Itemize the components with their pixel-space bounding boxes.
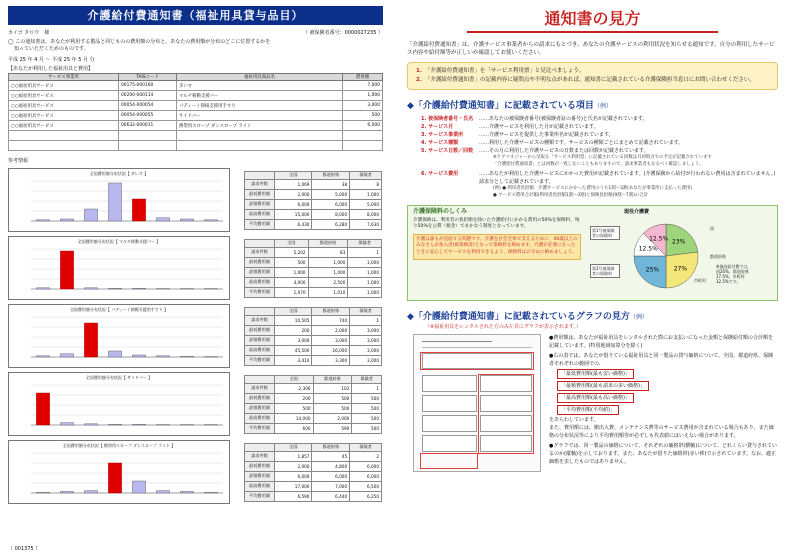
- stats-row: [245, 287, 382, 297]
- stats-value: 500: [352, 403, 382, 413]
- stats-value: 7,000: [312, 481, 350, 491]
- stats-header: [245, 239, 275, 247]
- bar: [108, 424, 121, 425]
- stats-row: [245, 179, 382, 189]
- stats-row: [245, 199, 382, 209]
- table-cell: 携帯用スロープ ダンスロープ ライト: [177, 121, 343, 131]
- col-office: サービス事業所: [9, 74, 119, 81]
- stats-value: 6,440: [312, 491, 350, 501]
- stats-value: 3,300: [312, 355, 350, 365]
- stats-value: 500: [313, 403, 352, 413]
- stats-value: 3,000: [350, 325, 382, 335]
- stats-row: [245, 257, 382, 267]
- bar: [156, 218, 169, 221]
- stats-value: 1,000: [348, 267, 382, 277]
- stats-value: 8: [350, 179, 382, 189]
- stats-row: [245, 345, 382, 355]
- stats-value: 6,250: [350, 491, 382, 501]
- table-row-empty: [9, 131, 383, 141]
- pie-slice-label: 12.5%: [649, 235, 669, 243]
- bar-your-price: [36, 393, 49, 425]
- stats-table: [244, 239, 382, 298]
- reference-panel: [8, 440, 383, 504]
- graph-section-title: ◆「介護給付費通知書」に記載されているグラフの見方（例）: [407, 312, 648, 322]
- stats-value: 1: [352, 383, 382, 393]
- table-cell: ○○福祉用具サービス: [9, 91, 119, 101]
- table-cell: 7,000: [343, 81, 383, 91]
- stats-value: 2,500: [308, 277, 348, 287]
- stats-label: 最頻費用額: [245, 471, 275, 481]
- stats-value: 6,280: [312, 219, 350, 229]
- distribution-chart: [8, 372, 230, 436]
- stats-value: 14,000: [275, 413, 314, 423]
- stats-header: 全国: [275, 443, 312, 451]
- bar-your-price: [108, 463, 121, 493]
- stats-value: 1,000: [348, 287, 382, 297]
- stats-value: 4,800: [312, 461, 350, 471]
- table-cell: 歩いす: [177, 81, 343, 91]
- table-row: [9, 91, 383, 101]
- stats-label: 請求件数: [245, 315, 275, 325]
- label-no2: 第2号被保険者の保険料: [590, 264, 620, 278]
- stats-label: 請求件数: [245, 383, 275, 393]
- stats-header: 全国: [275, 239, 309, 247]
- stats-value: 500: [352, 393, 382, 403]
- stats-header: [245, 171, 275, 179]
- table-cell: マルチ移動支援バー: [177, 91, 343, 101]
- reference-panel: [8, 236, 383, 300]
- stats-value: 1,069: [275, 179, 312, 189]
- stats-header: 都道府県: [312, 171, 350, 179]
- stats-label: 最頻費用額: [245, 267, 275, 277]
- table-cell: パディー / 抑揚支援用手すり: [177, 101, 343, 111]
- bar: [60, 219, 73, 221]
- stats-header: 保険者: [348, 239, 382, 247]
- stats-label: 平均費用額: [245, 219, 275, 229]
- table-row: [9, 101, 383, 111]
- bar: [132, 424, 145, 425]
- stats-value: 10,505: [275, 315, 312, 325]
- stats-label: 平均費用額: [245, 355, 275, 365]
- pie-slice-label: 12.5%: [638, 245, 658, 253]
- bar-your-price: [132, 199, 145, 221]
- table-cell: 500: [343, 111, 383, 121]
- stats-value: 8,000: [312, 209, 350, 219]
- stats-header: 都道府県: [312, 443, 350, 451]
- stats-row: [245, 481, 382, 491]
- stats-value: 6,000: [350, 461, 382, 471]
- distribution-chart: [8, 168, 230, 232]
- stats-row: [245, 471, 382, 481]
- stats-value: 6,000: [312, 199, 350, 209]
- stats-value: 6,000: [275, 199, 312, 209]
- bar: [36, 288, 49, 289]
- premium-pie-chart: [626, 216, 706, 296]
- stats-value: 1,857: [275, 451, 312, 461]
- table-cell: 00632-000011: [119, 121, 177, 131]
- stats-header: 都道府県: [313, 375, 352, 383]
- stats-header: 保険者: [350, 443, 382, 451]
- stats-value: 45,500: [275, 345, 312, 355]
- guide-title: 通知書の見方: [467, 6, 718, 33]
- stats-value: 2: [350, 451, 382, 461]
- stats-label: 最高費用額: [245, 277, 275, 287]
- table-cell: 3,000: [343, 101, 383, 111]
- service-period: 平成 25 年 4 月 ～ 平成 25 年 5 月 分: [8, 57, 95, 63]
- stats-value: 1,010: [308, 287, 348, 297]
- bar: [180, 219, 193, 221]
- section-label: 【あなたが利用した福祉用具と費用】: [8, 66, 94, 72]
- stats-value: 500: [352, 413, 382, 423]
- stats-value: 3,000: [275, 335, 312, 345]
- pie-slice-label: 23%: [672, 238, 686, 246]
- table-cell: 6,000: [343, 121, 383, 131]
- col-product: 福祉用具商品名: [177, 74, 343, 81]
- bar: [108, 183, 121, 221]
- bar: [36, 492, 49, 493]
- stats-value: 600: [275, 423, 314, 433]
- bar: [180, 491, 193, 493]
- stats-value: 6,000: [350, 471, 382, 481]
- stats-row: [245, 451, 382, 461]
- items-list: 1. 被保険者番号・氏名 ……あなたの被保険者番号(被保険者証の番号)と氏名が記載されています。 2. サービス月 ……介護サービスを利用した月が記載されています。 3. サービス事業所 ……介護サービスを提供した事業所名が記載されています。 4. サービス種類 ……利用した介護サービスの種類です。サービスの種類ごとにまとめて記載されています。 5. サービス日数／回数 ……その月に利用した介護サービスの日数または回数が記載されています。 ※ケアマネジャーから受取る「サービス利用票」に記載されている回数は月初時点での予定が記載されています 「介護給付費通知書」とは回数が一致しないこともありますので、請求事業者もなるべく確認しましょう。 6. サービス費用 ……あなたが利用した介護サービスにかかった費用が記載されています。(介護保険から給付が行われない費用は含まれていません。)請求分として記載されています。 (例) ● 利用者負担額：介護サービスにかかった費用のうち1割〜3割(あなたが事業所に支払った費用) ● サービス費用合計額(利用者負担額1割〜3割)と保険負担額(9割〜7割)の合計: [421, 116, 776, 198]
- stats-value: 500: [275, 257, 309, 267]
- stats-value: 102: [313, 383, 352, 393]
- stats-label: 最頻費用額: [245, 199, 275, 209]
- bar: [84, 209, 97, 221]
- stats-value: 2,306: [275, 383, 314, 393]
- stats-label: 請求件数: [245, 247, 275, 257]
- stats-header: [245, 443, 275, 451]
- check-notes: 1. 「介護給付費通知書」を「サービス利用票」と見比べましょう。 2. 「介護給付費通知書」の記載内容に疑問点や不明な点があれば、通知書に記載されている介護保険担当窓口にお問い合わせください。: [407, 62, 778, 90]
- stats-header: 都道府県: [312, 307, 350, 315]
- bar: [132, 481, 145, 493]
- premium-callout: 介護は誰もが直面する問題です。介護を社会全体で支えるために、40歳以上のみなさんが加入者(被保険者)となって保険料を納めます。介護が必要になったときに安心してサービスを利用できるよう、保険料はお早めに納めましょう。: [413, 234, 581, 260]
- stats-value: 5,000: [312, 189, 350, 199]
- stats-label: 平均費用額: [245, 287, 275, 297]
- premium-box: [407, 205, 778, 301]
- label-municipal: 市町村: [694, 278, 706, 283]
- stats-header: 保険者: [350, 171, 382, 179]
- stats-header: 全国: [275, 171, 312, 179]
- premium-text: 介護保険は、利用者の負担額を除いた介護給付にかかる費用の50%を保険料、残り50%を公費（税金）でまかなう制度となっています。: [413, 217, 580, 230]
- pie-slice-label: 27%: [673, 265, 688, 273]
- chart-title: 全国費用額分布状況【 マルチ移動支援バー 】: [77, 239, 161, 244]
- stats-row: [245, 315, 382, 325]
- stats-value: 200: [275, 325, 312, 335]
- stats-value: 1,000: [348, 257, 382, 267]
- label-no1: 第1号被保険者の保険料: [590, 226, 620, 240]
- stats-value: 6,000: [312, 471, 350, 481]
- stats-value: 2,000: [312, 325, 350, 335]
- bar: [84, 424, 97, 425]
- reference-title: 参考情報: [8, 158, 29, 164]
- stats-label: 最低費用額: [245, 325, 275, 335]
- stats-value: 5,202: [275, 247, 309, 257]
- stats-label: 最低費用額: [245, 461, 275, 471]
- sample-notice-thumbnail: [413, 334, 541, 472]
- bar: [84, 491, 97, 493]
- bar: [132, 288, 145, 289]
- distribution-chart: [8, 440, 230, 504]
- stats-value: 200: [275, 393, 314, 403]
- stats-value: 1,000: [275, 267, 309, 277]
- stats-table: [244, 443, 382, 502]
- stats-value: 740: [312, 315, 350, 325]
- bar: [60, 491, 73, 493]
- stats-row: [245, 335, 382, 345]
- stats-value: 45: [312, 451, 350, 461]
- bar: [36, 220, 49, 221]
- stats-row: [245, 355, 382, 365]
- stats-row: [245, 403, 382, 413]
- bar: [204, 220, 217, 221]
- col-tais: TAISコード: [119, 74, 177, 81]
- stats-row: [245, 461, 382, 471]
- premium-pie-area: [586, 206, 777, 300]
- table-cell: サイドバー: [177, 111, 343, 121]
- recipient-name: カイゴ タロウ 様: [8, 30, 50, 36]
- stats-row: [245, 209, 382, 219]
- stats-value: 17,000: [275, 481, 312, 491]
- stats-value: 5,000: [350, 199, 382, 209]
- reference-panel: [8, 168, 383, 232]
- pie-title: 現役介護費: [624, 209, 650, 215]
- stats-label: 最高費用額: [245, 481, 275, 491]
- graph-note: （※福祉用具をレンタルされた方のみ左頁にグラフが表示されます。）: [425, 324, 581, 330]
- table-cell: 00200-000114: [119, 91, 177, 101]
- col-cost: 費用額: [343, 74, 383, 81]
- stats-label: 最高費用額: [245, 345, 275, 355]
- graph-explanation-text: ●費用額は、あなたが福祉用具をレンタルされた際にお支払いになった金額と保険給付額の合計額を記載しています。(特別地域加算分を除く) ●右の表では、あなたが借りている福祉用具と同一製品の貸与価格について、全国、都道府県、保険者それぞれの範囲での、 「最低費用額(最も安い価格)」 「最頻費用額(最も請求の多い価格)」 「最高費用額(最も高い価格)」 「平均費用額(平均値)」 をあらわしています。 また、費用額には、搬出入費、メンテナンス費等のサービス費用が含まれている場合もあり、また価格の分布状況等により平均費用額等が必ずしも代表値にはいえない場合があります。 ●グラフでは、同一製品の価格について、それぞれの価格帯(横軸)について、どれくらい貸与されているのか(縦軸)を示しております。また、あなたが借りた価格帯(赤い棒)で示されています。なお、適正価格を表したものではありません。: [549, 335, 778, 465]
- stats-row: [245, 393, 382, 403]
- stats-table: [244, 375, 382, 434]
- table-cell: ○○福祉用具サービス: [9, 121, 119, 131]
- stats-table: [244, 307, 382, 366]
- notice-title: 介護給付費通知書（福祉用具貸与品目）: [8, 6, 383, 25]
- stats-label: 最頻費用額: [245, 403, 275, 413]
- recipient-row: [8, 29, 383, 36]
- table-cell: 00054-000054: [119, 101, 177, 111]
- pie-note: ※施設給付費では、国20%、都道府県17.5%、市町村12.5%です。: [716, 264, 752, 284]
- label-prefecture: 都道府県: [710, 254, 726, 259]
- stats-label: 平均費用額: [245, 491, 275, 501]
- stats-value: 6,500: [350, 481, 382, 491]
- bar: [180, 356, 193, 357]
- bar: [60, 354, 73, 357]
- notice-message: ◯ この通知書は、あなたが利用する製品と同じものの費用額の分布と、あなたの費用額が分布のどこに位置するかを 知っていただくためのものです。: [8, 39, 271, 52]
- stats-value: 2,000: [275, 189, 312, 199]
- table-cell: ○○福祉用具サービス: [9, 101, 119, 111]
- stats-header: 保険者: [350, 307, 382, 315]
- stats-label: 請求件数: [245, 179, 275, 189]
- bar: [156, 491, 169, 493]
- stats-value: 15,000: [275, 209, 312, 219]
- reference-panel: [8, 372, 383, 436]
- table-cell: ○○福祉用具サービス: [9, 111, 119, 121]
- table-row-empty: [9, 141, 383, 151]
- stats-value: 83: [308, 247, 348, 257]
- bar: [84, 288, 97, 289]
- stats-header: 保険者: [352, 375, 382, 383]
- label-national: 国: [710, 226, 714, 231]
- stats-value: 4,000: [275, 277, 309, 287]
- pie-slice-label: 25%: [645, 266, 660, 274]
- stats-value: 500: [313, 393, 352, 403]
- graph-explanation: [407, 334, 778, 472]
- chart-title: 全国費用額分布状況【 歩いす 】: [89, 171, 149, 176]
- stats-value: 1,000: [308, 257, 348, 267]
- stats-value: 38: [312, 179, 350, 189]
- stats-label: 最低費用額: [245, 257, 275, 267]
- stats-row: [245, 491, 382, 501]
- stats-value: 3,000: [350, 345, 382, 355]
- guide-page: [393, 0, 786, 554]
- table-row: [9, 81, 383, 91]
- bar: [108, 351, 121, 357]
- stats-value: 7,630: [350, 219, 382, 229]
- stats-value: 3,000: [312, 335, 350, 345]
- stats-label: 最低費用額: [245, 189, 275, 199]
- stats-label: 請求件数: [245, 451, 275, 461]
- reference-panel: [8, 304, 383, 368]
- stats-value: 3,000: [350, 335, 382, 345]
- stats-value: 3,410: [275, 355, 312, 365]
- bar: [156, 356, 169, 357]
- stats-row: [245, 413, 382, 423]
- distribution-chart: [8, 304, 230, 368]
- bar: [204, 492, 217, 493]
- stats-row: [245, 189, 382, 199]
- equipment-table: [8, 73, 383, 151]
- table-row: [9, 111, 383, 121]
- stats-value: 1,000: [350, 189, 382, 199]
- stats-value: 6,430: [275, 219, 312, 229]
- items-section-title: ◆「介護給付費通知書」に記載されている項目（例）: [407, 101, 612, 111]
- stats-value: 1,070: [275, 287, 309, 297]
- stats-header: 全国: [275, 375, 314, 383]
- stats-value: 3,000: [350, 355, 382, 365]
- bar-your-price: [60, 251, 73, 289]
- stats-header: [245, 375, 275, 383]
- bar-your-price: [84, 323, 97, 357]
- bar: [132, 355, 145, 357]
- chart-title: 全国費用額分布状況【 携帯用スロープ ダンスロープ ライト 】: [62, 443, 176, 448]
- table-cell: 00175-000160: [119, 81, 177, 91]
- stats-row: [245, 267, 382, 277]
- distribution-chart: [8, 236, 230, 300]
- table-cell: 00054-000055: [119, 111, 177, 121]
- stats-value: 1: [348, 247, 382, 257]
- bar: [108, 288, 121, 289]
- insured-number: （ 被保険者番号：0000027235 ）: [303, 30, 383, 36]
- stats-value: 2,000: [275, 461, 312, 471]
- stats-row: [245, 383, 382, 393]
- stats-value: 6,000: [275, 471, 312, 481]
- stats-row: [245, 423, 382, 433]
- stats-header: 全国: [275, 307, 312, 315]
- stats-header: 都道府県: [308, 239, 348, 247]
- bar: [36, 356, 49, 357]
- stats-value: 2,000: [313, 413, 352, 423]
- stats-row: [245, 277, 382, 287]
- page-number: （ 001375 ）: [8, 546, 41, 552]
- stats-label: 最低費用額: [245, 393, 275, 403]
- table-row: [9, 121, 383, 131]
- bar: [60, 423, 73, 425]
- stats-row: [245, 247, 382, 257]
- stats-table: [244, 171, 382, 230]
- stats-value: 1,000: [308, 267, 348, 277]
- stats-label: 平均費用額: [245, 423, 275, 433]
- guide-intro: 「介護給付費通知書」は、介護サービス事業者からの請求にもとづき、あなたの介護サービスの利用状況を知らせる通知です。自分の利用したサービス内容や給付額等が正しいか確認してお使いください。: [407, 42, 775, 56]
- table-cell: ○○福祉用具サービス: [9, 81, 119, 91]
- premium-title: 介護保険料のしくみ: [413, 208, 468, 215]
- stats-label: 最高費用額: [245, 209, 275, 219]
- chart-title: 全国費用額分布状況【 パディー / 抑揚支援用手すり 】: [69, 307, 169, 312]
- stats-value: 500: [352, 423, 382, 433]
- stats-header: [245, 307, 275, 315]
- stats-label: 最高費用額: [245, 413, 275, 423]
- stats-row: [245, 219, 382, 229]
- table-cell: 1,000: [343, 91, 383, 101]
- stats-value: 8,000: [350, 209, 382, 219]
- stats-row: [245, 325, 382, 335]
- stats-value: 16,000: [312, 345, 350, 355]
- stats-value: 1: [350, 315, 382, 325]
- stats-value: 590: [313, 423, 352, 433]
- chart-title: 全国費用額分布状況【 サイドバー 】: [85, 375, 153, 380]
- stats-label: 最頻費用額: [245, 335, 275, 345]
- stats-value: 6,590: [275, 491, 312, 501]
- stats-value: 1,000: [348, 277, 382, 287]
- stats-value: 500: [275, 403, 314, 413]
